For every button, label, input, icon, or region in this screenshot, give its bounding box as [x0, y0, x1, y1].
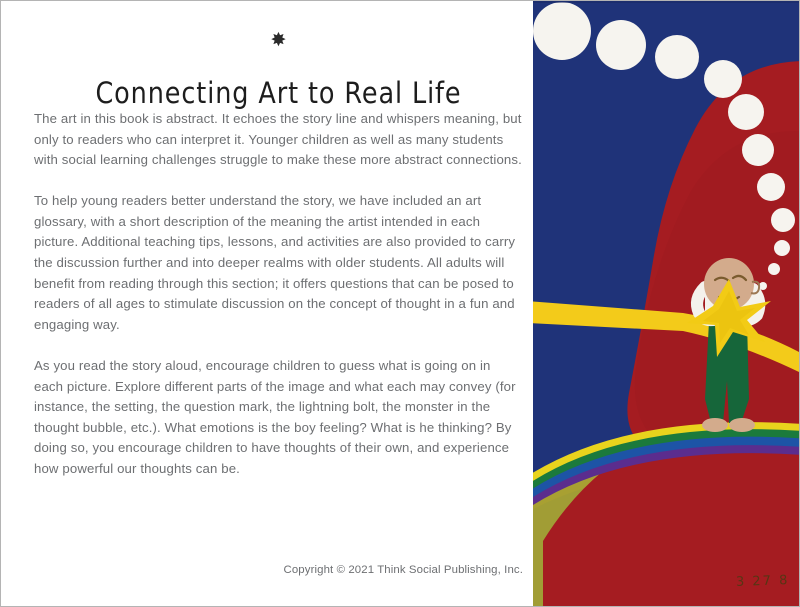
page-title: Connecting Art to Real Life	[95, 77, 462, 112]
thought-bubble-8	[771, 208, 795, 232]
thought-bubble-3	[655, 35, 699, 79]
thought-bubble-1	[533, 2, 591, 60]
body-copy	[34, 109, 523, 480]
thought-bubble-7	[757, 173, 785, 201]
text-column	[34, 1, 523, 606]
thought-bubble-2	[596, 20, 646, 70]
paragraph-1: The art in this book is abstract. It echoes the story line and whispers meaning, but only to readers who can interpret it. Younger children as well as many students with social learning challenges struggle to make these more abstract connections.	[34, 111, 522, 168]
thought-bubble-9	[774, 240, 790, 256]
illustration-panel	[533, 1, 800, 606]
thought-bubble-5	[728, 94, 764, 130]
decorative-star-ornament-icon: ✸	[270, 29, 287, 51]
boy-foot-right	[729, 418, 755, 432]
artist-signature: 3 27 8	[735, 573, 790, 590]
paragraph-3: As you read the story aloud, encourage children to guess what is going on in each picture. Explore different parts of the image and what each may convey (for instance, the setting, the question mark, the lightning bolt, the monster in the thought bubble, etc.). What emotions is the boy feeling? What is he thinking? By doing so, you encourage children to have thoughts of their own, and experience how powerful our thoughts can be.	[34, 357, 516, 476]
boy-foot-left	[702, 418, 728, 432]
thought-bubble-6	[742, 134, 774, 166]
paragraph-2: To help young readers better understand the story, we have included an art glossary, with a short description of the meaning the artist intended in each picture. Additional teaching tips, lessons, and activities are also provided to carry the discussion further and into deeper realms with older students. All adults will benefit from reading through this section; it offers questions that can be posed to readers of all ages to stimulate discussion on the concept of thought in a fun and engaging way.	[34, 193, 516, 332]
panel-top-edge	[533, 1, 800, 3]
thought-bubble-4	[704, 60, 742, 98]
thought-bubble-10	[768, 263, 780, 275]
illustration-artwork	[533, 1, 800, 606]
copyright-notice: Copyright © 2021 Think Social Publishing, Inc.	[283, 564, 523, 576]
